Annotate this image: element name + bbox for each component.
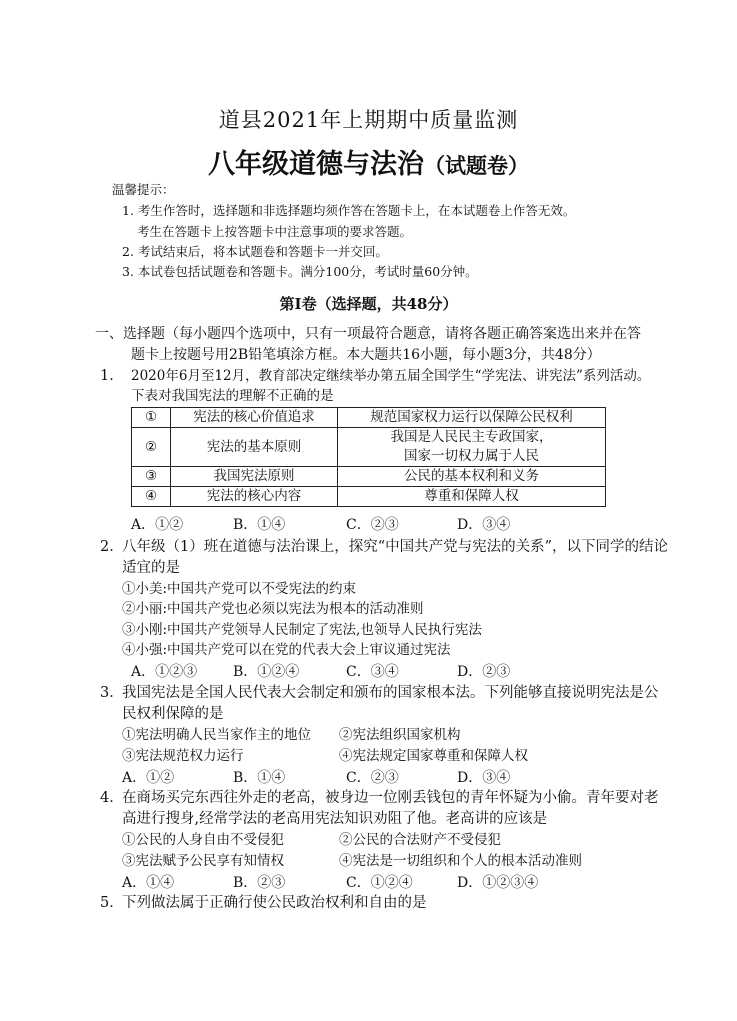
table-cell: 尊重和保障人权 bbox=[338, 487, 606, 507]
q1-option-b: B．①④ bbox=[233, 517, 286, 533]
q2-option-a: A．①②③ bbox=[131, 664, 198, 680]
q1-option-c: C．②③ bbox=[346, 517, 399, 533]
notice-item-3: 3. 本试卷包括试题卷和答题卡。满分100分，考试时量60分钟。 bbox=[122, 264, 478, 279]
q4-option-c: C．①②④ bbox=[346, 875, 413, 891]
q2-option-c: C．③④ bbox=[346, 664, 399, 680]
q4-option-b: B．②③ bbox=[233, 875, 286, 891]
q3-item-3: ③宪法规范权力运行 bbox=[122, 748, 244, 764]
q1-number: 1． bbox=[100, 368, 124, 384]
cell-line: 国家一切权力属于人民 bbox=[404, 448, 539, 464]
table-cell: 宪法的核心价值追求 bbox=[171, 408, 338, 428]
table-cell: 规范国家权力运行以保障公民权利 bbox=[338, 408, 606, 428]
q3-stem-2: 民权利保障的是 bbox=[122, 706, 224, 722]
table-cell: 宪法的核心内容 bbox=[171, 487, 338, 507]
section-instruction-1: 一、选择题（每小题四个选项中，只有一项最符合题意，请将各题正确答案选出来并在答 bbox=[95, 326, 641, 342]
q1-option-a: A．①② bbox=[131, 517, 184, 533]
table-cell: ② bbox=[132, 428, 171, 467]
notice-item-1b: 考生在答题卡上按答题卡中注意事项的要求答题。 bbox=[137, 224, 413, 239]
table-cell: 我国宪法原则 bbox=[171, 467, 338, 487]
q4-stem: 在商场买完东西往外走的老高，被身边一位刚丢钱包的青年怀疑为小偷。青年要对老 bbox=[122, 790, 659, 806]
table-cell: ④ bbox=[132, 487, 171, 507]
q2-stem: 八年级（1）班在道德与法治课上，探究“中国共产党与宪法的关系”，以下同学的结论 bbox=[122, 539, 669, 555]
q5-stem: 下列做法属于正确行使公民政治权利和自由的是 bbox=[122, 895, 427, 911]
section-title: 第Ⅰ卷（选择题，共48分） bbox=[279, 295, 458, 313]
cell-line: 我国是人民民主专政国家， bbox=[390, 429, 553, 445]
exam-subtitle bbox=[0, 142, 737, 181]
q4-stem-2: 高进行搜身,经常学法的老高用宪法知识劝阻了他。老高讲的应该是 bbox=[122, 811, 548, 827]
q1-table bbox=[131, 407, 606, 507]
q2-option-d: D．②③ bbox=[457, 664, 511, 680]
q5-number: 5． bbox=[100, 895, 124, 911]
table-cell: 宪法的基本原则 bbox=[171, 428, 338, 467]
q3-item-2: ②宪法组织国家机构 bbox=[339, 727, 461, 743]
exam-title: 道县2021年上期期中质量监测 bbox=[218, 108, 519, 132]
notice-item-2: 2. 考试结束后，将本试题卷和答题卡一并交回。 bbox=[122, 244, 388, 259]
q2-option-b: B．①②④ bbox=[233, 664, 300, 680]
table-cell: ③ bbox=[132, 467, 171, 487]
q1-stem: 2020年6月至12月，教育部决定继续举办第五届全国学生“学宪法、讲宪法”系列活动。 bbox=[131, 368, 651, 384]
q4-item-3: ③宪法赋予公民享有知情权 bbox=[122, 853, 284, 869]
q4-item-4: ④宪法是一切组织和个人的根本活动准则 bbox=[339, 853, 582, 869]
q4-option-a: A．①④ bbox=[122, 875, 175, 891]
q3-option-d: D．③④ bbox=[457, 770, 511, 786]
q2-number: 2． bbox=[100, 539, 124, 555]
table-cell: ① bbox=[132, 408, 171, 428]
q2-item-3: ③小刚:中国共产党领导人民制定了宪法,也领导人民执行宪法 bbox=[122, 622, 482, 638]
q2-item-4: ④小强:中国共产党可以在党的代表大会上审议通过宪法 bbox=[122, 642, 451, 658]
table-cell: 公民的基本权利和义务 bbox=[338, 467, 606, 487]
q3-item-1: ①宪法明确人民当家作主的地位 bbox=[122, 727, 311, 743]
q2-stem-2: 适宜的是 bbox=[122, 560, 180, 576]
q3-option-c: C．②③ bbox=[346, 770, 399, 786]
notice-heading: 温馨提示： bbox=[112, 182, 175, 197]
subtitle-main: 八年级道德与法治 bbox=[208, 149, 424, 180]
q3-option-b: B．①④ bbox=[233, 770, 286, 786]
q1-option-d: D．③④ bbox=[457, 517, 511, 533]
table-row bbox=[132, 408, 606, 428]
q2-item-2: ②小丽:中国共产党也必须以宪法为根本的活动准则 bbox=[122, 601, 424, 617]
q2-item-1: ①小美:中国共产党可以不受宪法的约束 bbox=[122, 581, 357, 597]
table-cell bbox=[338, 428, 606, 467]
q1-stem-2: 下表对我国宪法的理解不正确的是 bbox=[131, 388, 334, 404]
q4-number: 4． bbox=[100, 790, 124, 806]
section-instruction-2: 题卡上按题号用2B铅笔填涂方框。本大题共16小题，每小题3分，共48分） bbox=[131, 347, 601, 363]
table-row bbox=[132, 467, 606, 487]
notice-item-1: 1. 考生作答时，选择题和非选择题均须作答在答题卡上，在本试题卷上作答无效。 bbox=[122, 203, 576, 218]
q4-item-2: ②公民的合法财产不受侵犯 bbox=[339, 832, 501, 848]
q3-number: 3． bbox=[100, 685, 124, 701]
q4-item-1: ①公民的人身自由不受侵犯 bbox=[122, 832, 284, 848]
table-row bbox=[132, 487, 606, 507]
q3-item-4: ④宪法规定国家尊重和保障人权 bbox=[339, 748, 528, 764]
q4-option-d: D．①②③④ bbox=[457, 875, 539, 891]
q3-option-a: A．①② bbox=[122, 770, 175, 786]
table-row bbox=[132, 428, 606, 467]
q3-stem: 我国宪法是全国人民代表大会制定和颁布的国家根本法。下列能够直接说明宪法是公 bbox=[122, 685, 659, 701]
subtitle-paren: （试题卷） bbox=[424, 153, 529, 178]
